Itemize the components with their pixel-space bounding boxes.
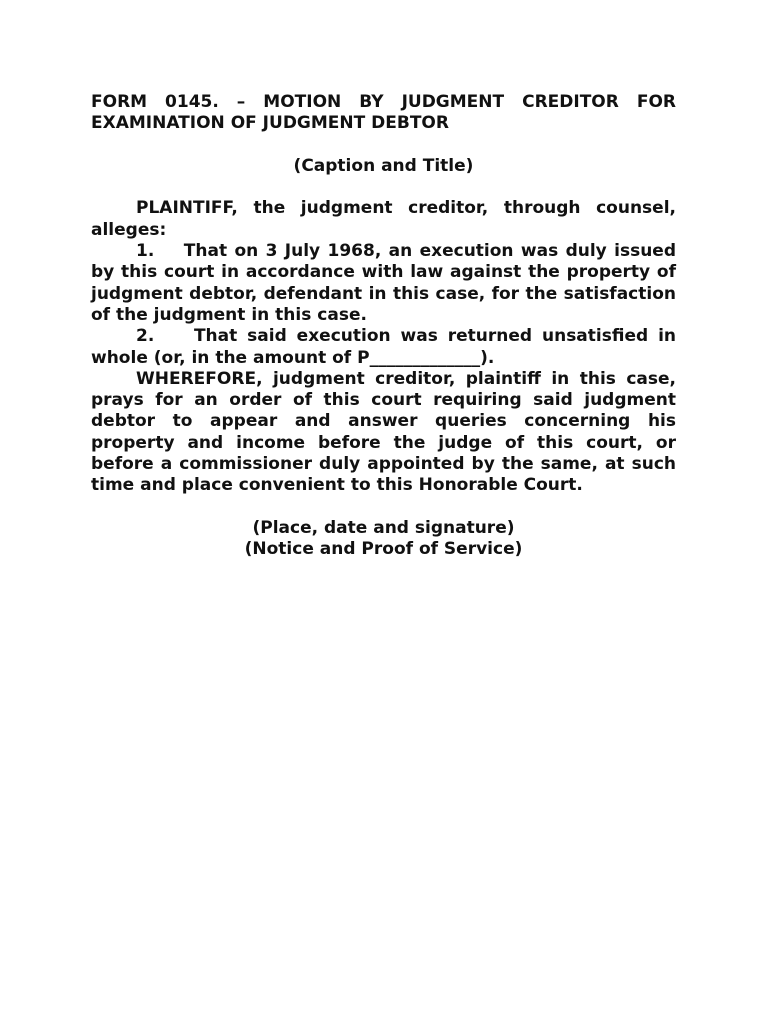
caption-line: (Caption and Title): [293, 155, 474, 176]
signature-line: (Place, date and signature): [252, 517, 515, 538]
spacer: [91, 177, 676, 198]
spacer: [91, 497, 676, 518]
service-line: (Notice and Proof of Service): [244, 539, 523, 560]
spacer: [91, 135, 676, 156]
opening-paragraph: PLAINTIFF, the judgment creditor, through counsel, alleges:: [91, 198, 676, 240]
allegation-1: 1. That on 3 July 1968, an execution was duly issued by this court in accordance with law against the property of judgment debtor, defendant in this case, for the satisfaction of the judgment in this case.: [91, 241, 676, 325]
prayer-paragraph: WHEREFORE, judgment creditor, plaintiff in this case, prays for an order of this court requiring said judgment debtor to appear and answer queries concerning his property and income before the judge of this court, or before a commissioner duly appointed by the same, at such time and place convenient to this Honorable Court.: [91, 368, 676, 496]
document-title: FORM 0145. – MOTION BY JUDGMENT CREDITOR FOR EXAMINATION OF JUDGMENT DEBTOR: [91, 92, 676, 134]
allegation-2: 2. That said execution was returned unsatisfied in whole (or, in the amount of P_____________).: [91, 326, 676, 368]
document-page: [91, 92, 676, 561]
